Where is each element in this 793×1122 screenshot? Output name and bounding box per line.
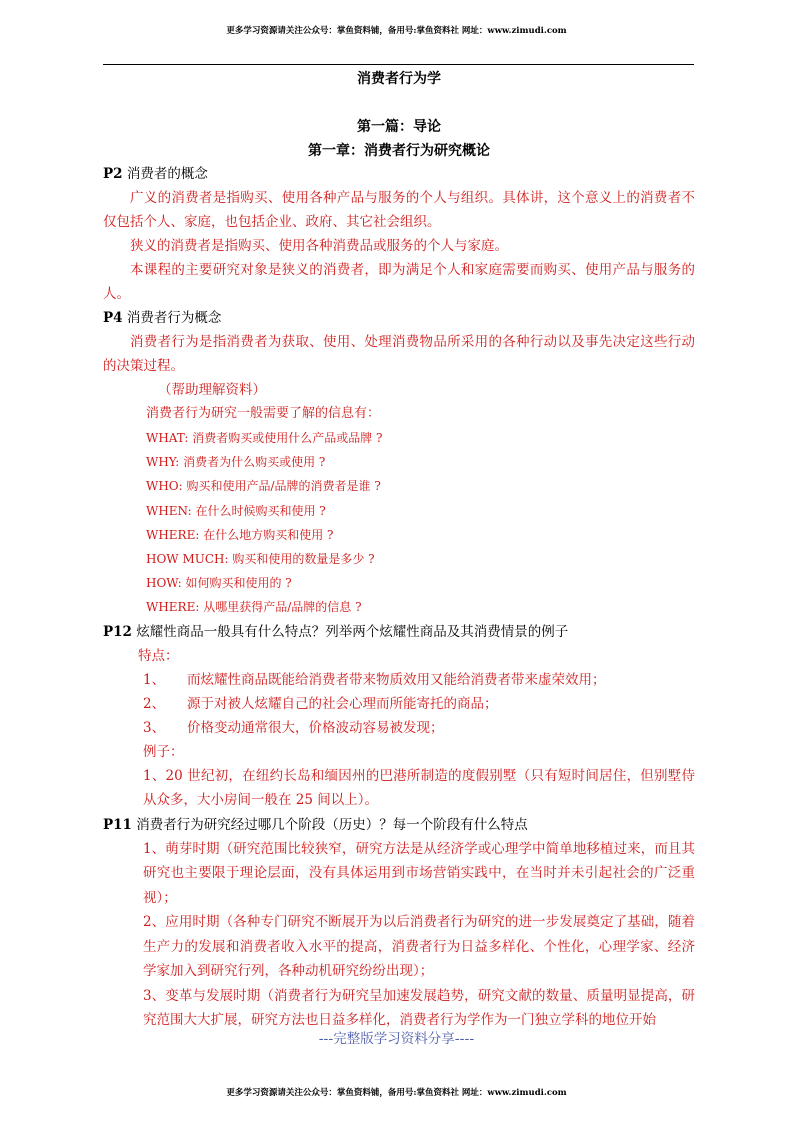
- question-list: [103, 426, 695, 620]
- help-label: （帮助理解资料）: [158, 382, 266, 398]
- list-item: WHY: 消费者为什么购买或使用 ?: [146, 455, 326, 470]
- page-ref: P2: [103, 166, 123, 182]
- list-item: WHEN: 在什么时候购买和使用 ?: [146, 503, 326, 518]
- stage-item: 2、应用时期（各种专门研究不断展开为以后消费者行为研究的进一步发展奠定了基础，随着生产力的发展和消费者收入水平的提高，消费者行为日益多样化、个性化，心理学家、经济学家加入到研究行列，各种动机研究纷纷出现）；: [143, 914, 695, 980]
- help-intro: 消费者行为研究一般需要了解的信息有：: [146, 406, 381, 421]
- paragraph: 本课程的主要研究对象是狭义的消费者，即为满足个人和家庭需要而购买、使用产品与服务的人。: [103, 262, 695, 302]
- feature-item: [103, 692, 695, 716]
- heading-text: 消费者行为概念: [122, 310, 222, 326]
- list-item: WHERE: 在什么地方购买和使用 ?: [146, 527, 334, 542]
- feature-item: [103, 716, 695, 740]
- part-title: 第一篇：导论: [357, 119, 441, 135]
- features-label: 特点：: [138, 647, 179, 664]
- feature-number: 3、: [143, 719, 166, 736]
- feature-text: 源于对被人炫耀自己的社会心理而所能寄托的商品；: [187, 695, 498, 712]
- heading-text: 消费者的概念: [122, 166, 208, 182]
- stage-item: 3、变革与发展时期（消费者行为研究呈加速发展趋势，研究文献的数量、质量明显提高，研究范围大大扩展，研究方法也日益多样化，消费者行为学作为一门独立学科的地位开始: [143, 987, 695, 1029]
- header-divider: [103, 64, 694, 65]
- list-item: HOW MUCH: 购买和使用的数量是多少 ?: [146, 552, 375, 567]
- document-title: 消费者行为学: [357, 71, 441, 87]
- feature-text: 价格变动通常很大，价格波动容易被发现；: [187, 719, 444, 736]
- list-item: WHERE: 从哪里获得产品/品牌的信息 ?: [146, 600, 362, 615]
- feature-text: 而炫耀性商品既能给消费者带来物质效用又能给消费者带来虚荣效用；: [187, 671, 606, 688]
- heading-text: 消费者行为研究经过哪几个阶段（历史）？每一个阶段有什么特点: [131, 816, 528, 833]
- list-item: WHO: 购买和使用产品/品牌的消费者是谁 ?: [146, 479, 381, 494]
- feature-number: 1、: [143, 671, 166, 688]
- heading-text: 炫耀性商品一般具有什么特点？列举两个炫耀性商品及其消费情景的例子: [131, 623, 569, 640]
- paragraph: 狭义的消费者是指购买、使用各种消费品或服务的个人与家庭。: [130, 238, 508, 254]
- feature-number: 2、: [143, 695, 166, 712]
- page-ref: P4: [103, 310, 123, 326]
- example-label: 例子：: [143, 743, 184, 760]
- paragraph: 消费者行为是指消费者为获取、使用、处理消费物品所采用的各种行动以及事先决定这些行动的决策过程。: [103, 334, 695, 374]
- list-item: HOW: 如何购买和使用的 ?: [146, 576, 292, 591]
- footer-note: 更多学习资源请关注公众号：掌鱼资料铺，备用号:掌鱼资料社 网址：www.zimudi.com: [226, 1088, 567, 1098]
- header-note: 更多学习资源请关注公众号：掌鱼资料铺，备用号:掌鱼资料社 网址：www.zimudi.com: [226, 26, 567, 36]
- list-item: WHAT: 消费者购买或使用什么产品或品牌 ?: [146, 431, 383, 445]
- stage-item: 1、萌芽时期（研究范围比较狭窄，研究方法是从经济学或心理学中简单地移植过来，而且其研究也主要限于理论层面，没有具体运用到市场营销实践中，在当时并未引起社会的广泛重视）；: [143, 840, 695, 906]
- chapter-title: 第一章：消费者行为研究概论: [308, 143, 490, 159]
- page-ref: P11: [103, 816, 132, 833]
- more-materials-note: ---完整版学习资料分享----: [318, 1031, 475, 1047]
- paragraph: 广义的消费者是指购买、使用各种产品与服务的个人与组织。具体讲，这个意义上的消费者不仅包括个人、家庭，也包括企业、政府、其它社会组织。: [103, 190, 695, 230]
- section-heading-p2: [103, 162, 695, 186]
- feature-item: [103, 668, 695, 692]
- page-ref: P12: [103, 623, 132, 640]
- example-text: 1、20 世纪初，在纽约长岛和缅因州的巴港所制造的度假别墅（只有短时间居住，但别墅侍从众多，大小房间一般在 25 间以上）。: [143, 767, 695, 809]
- section-heading-p4: [103, 306, 695, 330]
- document-body: [103, 68, 695, 1033]
- section-heading-p12: [103, 620, 695, 644]
- section-heading-p11: [103, 813, 695, 837]
